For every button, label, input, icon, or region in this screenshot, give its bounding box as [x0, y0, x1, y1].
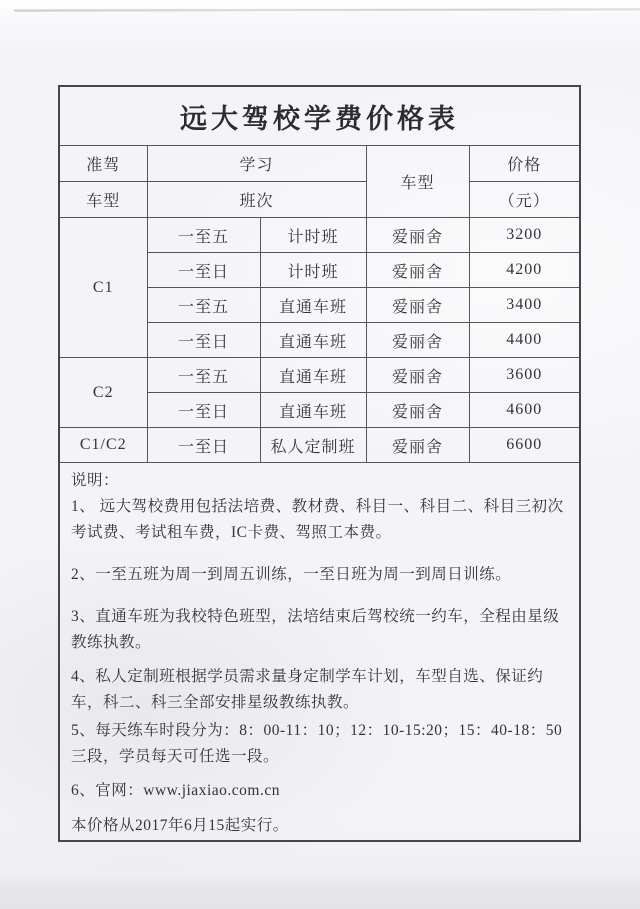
- vehicle-cell: 爱丽舍: [366, 288, 469, 323]
- class-cell: 直通车班: [260, 288, 366, 323]
- header-license-bottom: 车型: [59, 182, 147, 218]
- price-cell: 6600: [469, 428, 580, 463]
- scan-top-edge: [0, 0, 640, 8]
- license-cell: C1/C2: [59, 428, 147, 463]
- note-item-1: 1、 远大驾校费用包括法培费、教材费、科目一、科目二、科目三初次考试费、考试租车费，IC卡费、驾照工本费。: [71, 498, 564, 541]
- vehicle-cell: 爱丽舍: [366, 218, 469, 253]
- price-effective-note: 本价格从2017年6月15起实行。: [71, 817, 289, 834]
- days-cell: 一至五: [147, 218, 260, 253]
- days-cell: 一至日: [147, 253, 260, 288]
- table-row: [59, 358, 580, 393]
- class-cell: 私人定制班: [260, 428, 366, 463]
- header-study: 学习: [147, 146, 366, 182]
- vehicle-cell: 爱丽舍: [366, 323, 469, 358]
- days-cell: 一至五: [147, 358, 260, 393]
- scan-edge-line: [14, 8, 640, 11]
- price-cell: 4600: [469, 393, 580, 428]
- document-title: 远大驾校学费价格表: [59, 86, 580, 146]
- vehicle-cell: 爱丽舍: [366, 393, 469, 428]
- scan-bottom-edge: [0, 875, 640, 909]
- price-table: [58, 85, 581, 842]
- note-item-6-website: 6、官网：www.jiaxiao.com.cn: [71, 782, 280, 799]
- notes-label: 说明：: [71, 472, 120, 489]
- days-cell: 一至日: [147, 323, 260, 358]
- vehicle-cell: 爱丽舍: [366, 428, 469, 463]
- price-cell: 3200: [469, 218, 580, 253]
- days-cell: 一至日: [147, 393, 260, 428]
- table-row: [59, 428, 580, 463]
- note-item-4: 4、私人定制班根据学员需求量身定制学车计划，车型自选、保证约车，科二、科三全部安排星级教练执教。: [71, 668, 544, 711]
- note-item-5: 5、每天练车时段分为：8：00-11：10；12：10-15:20；15：40-18：50三段，学员每天可任选一段。: [71, 722, 563, 765]
- license-cell: C2: [59, 358, 147, 428]
- vehicle-cell: 爱丽舍: [366, 253, 469, 288]
- price-cell: 4200: [469, 253, 580, 288]
- days-cell: 一至日: [147, 428, 260, 463]
- class-cell: 直通车班: [260, 358, 366, 393]
- class-cell: 计时班: [260, 218, 366, 253]
- vehicle-cell: 爱丽舍: [366, 358, 469, 393]
- header-vehicle: 车型: [366, 146, 469, 218]
- license-cell: C1: [59, 218, 147, 358]
- note-item-3: 3、直通车班为我校特色班型，法培结束后驾校统一约车，全程由星级教练执教。: [71, 608, 560, 651]
- header-license-top: 准驾: [59, 146, 147, 182]
- note-item-2: 2、一至五班为周一到周五训练，一至日班为周一到周日训练。: [71, 566, 512, 583]
- class-cell: 计时班: [260, 253, 366, 288]
- header-row-2: [59, 182, 580, 218]
- days-cell: 一至五: [147, 288, 260, 323]
- notes-section: [59, 463, 580, 842]
- header-schedule: 班次: [147, 182, 366, 218]
- class-cell: 直通车班: [260, 393, 366, 428]
- price-cell: 3400: [469, 288, 580, 323]
- table-row: [59, 218, 580, 253]
- price-cell: 4400: [469, 323, 580, 358]
- header-row-1: [59, 146, 580, 182]
- header-price-top: 价格: [469, 146, 580, 182]
- price-cell: 3600: [469, 358, 580, 393]
- class-cell: 直通车班: [260, 323, 366, 358]
- notes-row: [59, 463, 580, 842]
- title-row: [59, 86, 580, 146]
- header-price-bottom: （元）: [469, 182, 580, 218]
